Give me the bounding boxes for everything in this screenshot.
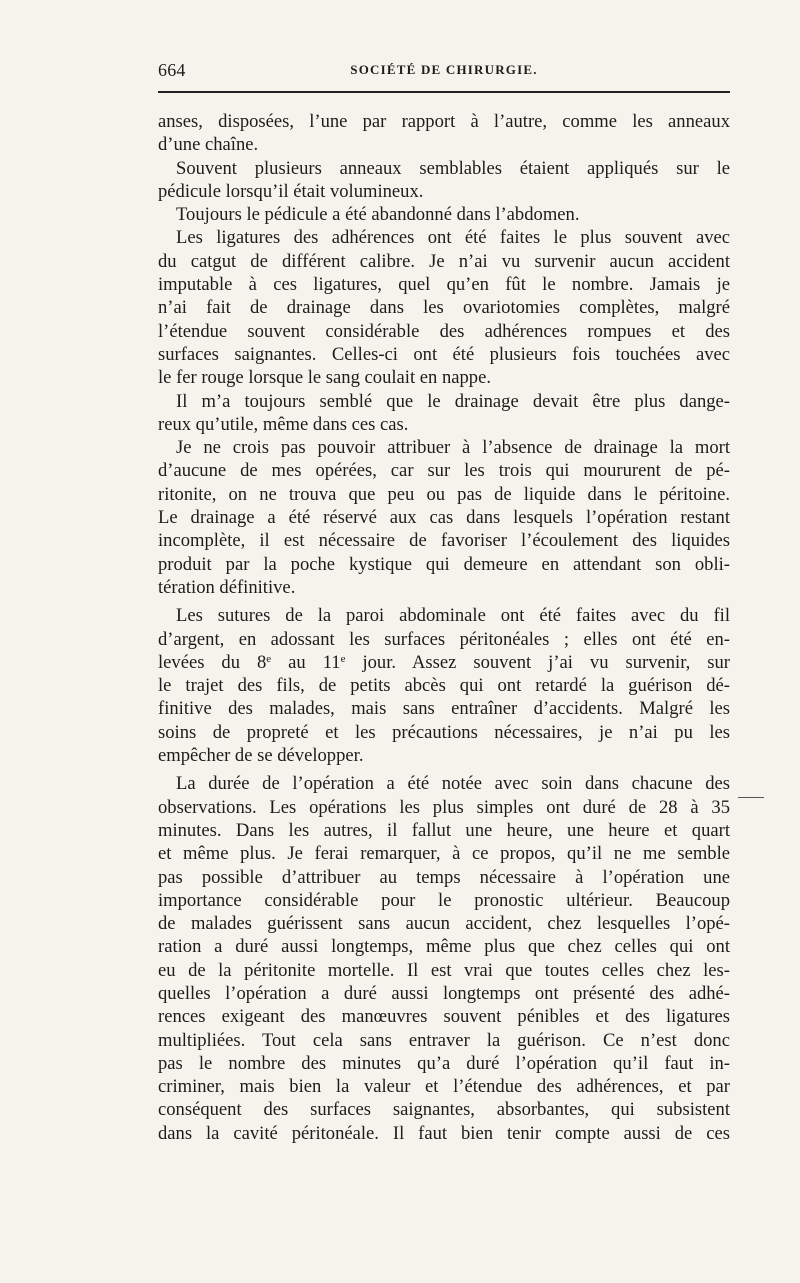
text-line: surfaces saignantes. Celles-ci ont été plusieurs fois touchées avec xyxy=(158,343,730,365)
text-line: produit par la poche kystique qui demeure en attendant son obli- xyxy=(158,553,730,575)
text-line: Je ne crois pas pouvoir attribuer à l’absence de drainage la mort xyxy=(176,437,730,459)
page-number: 664 xyxy=(158,60,186,80)
paragraph xyxy=(158,772,730,1145)
text-line: ration a duré aussi longtemps, même plus que chez celles qui ont xyxy=(158,936,730,958)
text-line: pédicule lorsqu’il était volumineux. xyxy=(158,180,424,202)
text-line: tération définitive. xyxy=(158,576,296,598)
paragraph xyxy=(158,110,730,157)
text-line: d’argent, en adossant les surfaces péritonéales ; elles ont été en- xyxy=(158,628,730,650)
text-line: anses, disposées, l’une par rapport à l’autre, comme les anneaux xyxy=(158,111,730,132)
text-line: soins de propreté et les précautions nécessaires, je n’ai pu les xyxy=(158,721,730,743)
header-rule xyxy=(158,91,730,93)
text-line: Les sutures de la paroi abdominale ont été faites avec du fil xyxy=(176,605,730,627)
paragraph xyxy=(158,203,730,226)
paragraph xyxy=(158,390,730,437)
margin-mark xyxy=(738,797,764,798)
text-line: Les ligatures des adhérences ont été faites le plus souvent avec xyxy=(176,227,730,249)
text-line: La durée de l’opération a été notée avec soin dans chacune des xyxy=(176,773,730,795)
text-line: Le drainage a été réservé aux cas dans lesquels l’opération restant xyxy=(158,507,730,529)
text-line: pas possible d’attribuer au temps nécessaire à l’opération une xyxy=(158,866,730,888)
text-line: du catgut de différent calibre. Je n’ai vu survenir aucun accident xyxy=(158,250,730,272)
text-line: minutes. Dans les autres, il fallut une heure, une heure et quart xyxy=(158,819,730,841)
text-line: multipliées. Tout cela sans entraver la guérison. Ce n’est donc xyxy=(158,1029,730,1051)
text-line: importance considérable pour le pronostic ultérieur. Beaucoup xyxy=(158,889,730,911)
text-line: empêcher de se développer. xyxy=(158,745,364,767)
text-line: Toujours le pédicule a été abandonné dans l’abdomen. xyxy=(176,204,580,226)
text-line: ritonite, on ne trouva que peu ou pas de liquide dans le péritoine. xyxy=(158,483,730,505)
text-line: le trajet des fils, de petits abcès qui ont retardé la guérison dé- xyxy=(158,675,730,697)
text-line: Souvent plusieurs anneaux semblables étaient appliqués sur le xyxy=(176,157,730,179)
paragraph xyxy=(158,436,730,599)
text-line: de malades guérissent sans aucun accident, chez lesquelles l’opé- xyxy=(158,913,730,935)
paragraph xyxy=(158,604,730,767)
text-line: l’étendue souvent considérable des adhérences rompues et des xyxy=(158,320,730,342)
text-line: d’une chaîne. xyxy=(158,134,259,156)
text-line: finitive des malades, mais sans entraîner d’accidents. Malgré les xyxy=(158,698,730,720)
text-line: eu de la péritonite mortelle. Il est vrai que toutes celles chez les- xyxy=(158,959,730,981)
body-text xyxy=(158,110,730,1145)
text-line: le fer rouge lorsque le sang coulait en nappe. xyxy=(158,367,492,389)
text-line: imputable à ces ligatures, quel qu’en fût le nombre. Jamais je xyxy=(158,274,730,296)
running-title: SOCIÉTÉ DE CHIRURGIE. xyxy=(350,62,538,77)
text-line: et même plus. Je ferai remarquer, à ce propos, qu’il ne me semble xyxy=(158,843,730,865)
text-line: conséquent des surfaces saignantes, absorbantes, qui subsistent xyxy=(158,1099,730,1121)
text-line: observations. Les opérations les plus simples ont duré de 28 à 35 xyxy=(158,796,730,818)
text-line: pas le nombre des minutes qu’a duré l’opération qu’il faut in- xyxy=(158,1052,730,1074)
paragraph xyxy=(158,226,730,389)
text-line: criminer, mais bien la valeur et l’étendue des adhérences, et par xyxy=(158,1076,730,1098)
text-line: Il m’a toujours semblé que le drainage devait être plus dange- xyxy=(176,390,730,412)
text-line: n’ai fait de drainage dans les ovariotomies complètes, malgré xyxy=(158,297,730,319)
text-line: quelles l’opération a duré aussi longtemps ont présenté des adhé- xyxy=(158,982,730,1004)
text-line: reux qu’utile, même dans ces cas. xyxy=(158,413,409,435)
running-head xyxy=(158,60,730,86)
text-line: rences exigeant des manœuvres souvent pénibles et des ligatures xyxy=(158,1006,730,1028)
text-line: d’aucune de mes opérées, car sur les trois qui moururent de pé- xyxy=(158,460,730,482)
text-line: incomplète, il est nécessaire de favoriser l’écoulement des liquides xyxy=(158,530,730,552)
text-line: levées du 8e au 11e jour. Assez souvent j’ai vu survenir, sur xyxy=(158,651,730,673)
paragraph xyxy=(158,157,730,204)
text-line: dans la cavité péritonéale. Il faut bien tenir compte aussi de ces xyxy=(158,1122,730,1144)
